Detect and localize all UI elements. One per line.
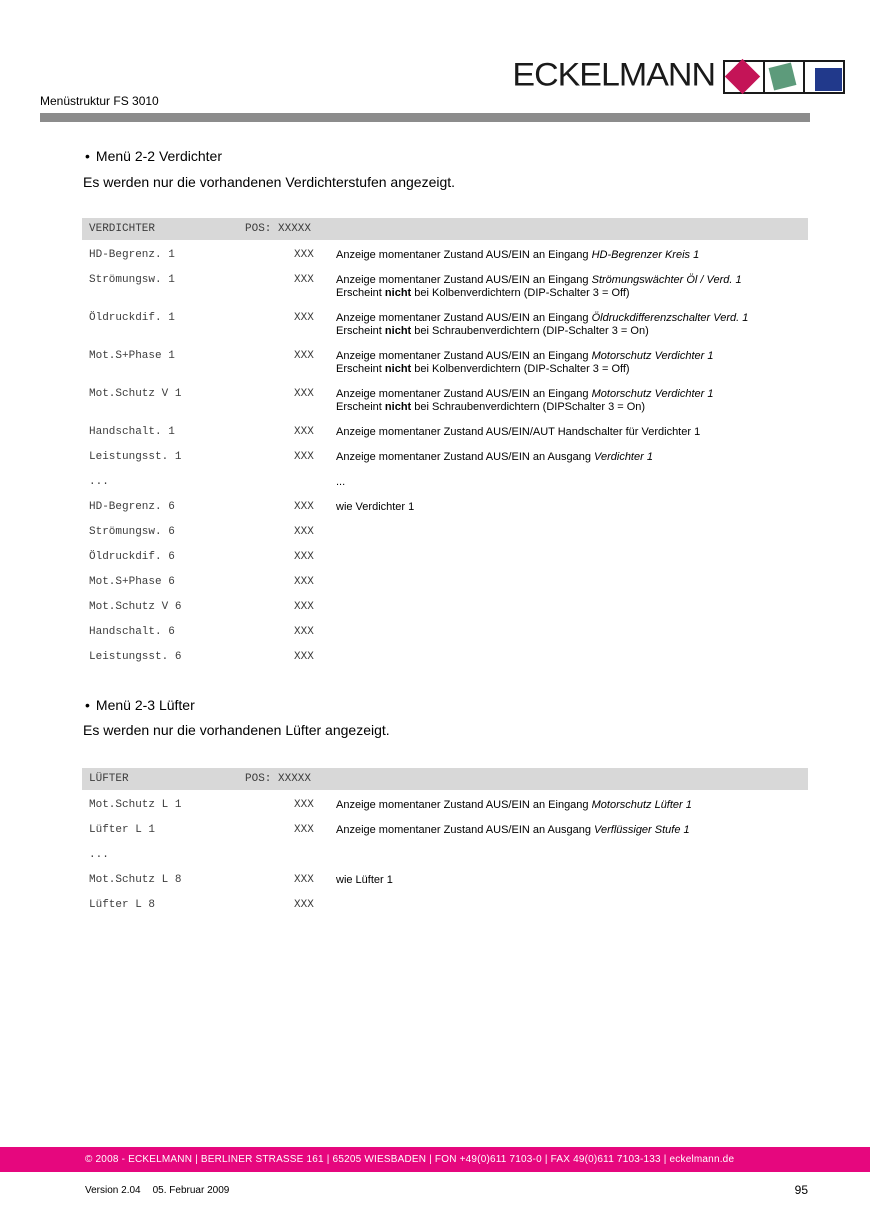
table-row bbox=[82, 476, 808, 489]
row-value: XXX bbox=[294, 576, 314, 588]
row-label: Mot.Schutz V 6 bbox=[89, 601, 182, 613]
row-value: XXX bbox=[294, 874, 314, 886]
table-row bbox=[82, 849, 808, 862]
row-label: Strömungsw. 6 bbox=[89, 526, 175, 538]
table-row bbox=[82, 350, 808, 376]
luefter-table-header bbox=[82, 768, 808, 790]
row-value: XXX bbox=[294, 899, 314, 911]
row-label: Öldruckdif. 6 bbox=[89, 551, 175, 563]
row-description: Anzeige momentaner Zustand AUS/EIN an Ausgang Verdichter 1 bbox=[336, 451, 653, 463]
table-row bbox=[82, 551, 808, 564]
table-row bbox=[82, 601, 808, 614]
page-header-title: Menüstruktur FS 3010 bbox=[40, 94, 159, 108]
table-row bbox=[82, 426, 808, 439]
table-row bbox=[82, 651, 808, 664]
row-label: Leistungsst. 1 bbox=[89, 451, 182, 463]
table-row bbox=[82, 526, 808, 539]
table-header-name: LÜFTER bbox=[89, 773, 129, 785]
verdichter-table-rows bbox=[82, 240, 808, 664]
eckelmann-logo-mark bbox=[723, 60, 845, 90]
row-value: XXX bbox=[294, 388, 314, 400]
table-row bbox=[82, 899, 808, 912]
row-description: wie Lüfter 1 bbox=[336, 874, 393, 886]
green-square-icon bbox=[769, 63, 797, 91]
row-label: Leistungsst. 6 bbox=[89, 651, 182, 663]
row-description: Anzeige momentaner Zustand AUS/EIN an Eingang HD-Begrenzer Kreis 1 bbox=[336, 249, 700, 261]
table-row bbox=[82, 249, 808, 262]
row-description: Anzeige momentaner Zustand AUS/EIN an Eingang Motorschutz Lüfter 1 bbox=[336, 799, 692, 811]
table-row bbox=[82, 388, 808, 414]
row-description: Anzeige momentaner Zustand AUS/EIN an Eingang Motorschutz Verdichter 1 Erscheint nicht bei Schraubenverdichtern (DIPSchalter 3 = On) bbox=[336, 388, 714, 413]
row-label: Handschalt. 1 bbox=[89, 426, 175, 438]
table-row bbox=[82, 626, 808, 639]
row-label: HD-Begrenz. 1 bbox=[89, 249, 175, 261]
row-value: XXX bbox=[294, 426, 314, 438]
row-value: XXX bbox=[294, 451, 314, 463]
row-label: Mot.Schutz V 1 bbox=[89, 388, 182, 400]
table-header-name: VERDICHTER bbox=[89, 223, 156, 235]
row-value: XXX bbox=[294, 626, 314, 638]
table-row bbox=[82, 501, 808, 514]
row-label: Mot.S+Phase 6 bbox=[89, 576, 175, 588]
row-description: Anzeige momentaner Zustand AUS/EIN an Eingang Strömungswächter Öl / Verd. 1 Erscheint nicht bei Kolbenverdichtern (DIP-Schalter 3 = Off) bbox=[336, 274, 742, 299]
bullet-icon: • bbox=[85, 148, 90, 164]
row-label: Öldruckdif. 1 bbox=[89, 312, 175, 324]
row-value: XXX bbox=[294, 274, 314, 286]
verdichter-table bbox=[82, 218, 808, 676]
bullet-icon: • bbox=[85, 697, 90, 713]
section-title-menu-2-3 bbox=[85, 697, 195, 713]
row-label: HD-Begrenz. 6 bbox=[89, 501, 175, 513]
row-value: XXX bbox=[294, 824, 314, 836]
row-description: ... bbox=[336, 476, 346, 488]
footer-version: Version 2.04 bbox=[85, 1185, 141, 1196]
section-title-text: Menü 2-2 Verdichter bbox=[95, 148, 222, 164]
row-value: XXX bbox=[294, 551, 314, 563]
row-value: XXX bbox=[294, 651, 314, 663]
section-intro-menu-2-3: Es werden nur die vorhandenen Lüfter angezeigt. bbox=[83, 722, 390, 738]
section-intro-menu-2-2: Es werden nur die vorhandenen Verdichterstufen angezeigt. bbox=[83, 174, 456, 190]
row-value: XXX bbox=[294, 350, 314, 362]
row-label: ... bbox=[89, 476, 109, 488]
luefter-table bbox=[82, 768, 808, 924]
row-value: XXX bbox=[294, 526, 314, 538]
verdichter-table-header bbox=[82, 218, 808, 240]
row-value: XXX bbox=[294, 249, 314, 261]
row-value: XXX bbox=[294, 501, 314, 513]
table-row bbox=[82, 274, 808, 300]
magenta-diamond-icon bbox=[725, 59, 760, 94]
footer-date: 05. Februar 2009 bbox=[152, 1185, 230, 1196]
row-value: XXX bbox=[294, 601, 314, 613]
table-row bbox=[82, 576, 808, 589]
row-description: Anzeige momentaner Zustand AUS/EIN an Eingang Öldruckdifferenzschalter Verd. 1 Erscheint nicht bei Schraubenverdichtern (DIP-Schalter 3 = On) bbox=[336, 312, 749, 337]
row-value: XXX bbox=[294, 312, 314, 324]
row-label: Mot.Schutz L 1 bbox=[89, 799, 182, 811]
table-row bbox=[82, 799, 808, 812]
row-label: Lüfter L 1 bbox=[89, 824, 156, 836]
footer-version-line bbox=[85, 1185, 229, 1196]
eckelmann-wordmark: ECKELMANN bbox=[512, 56, 715, 93]
logo-box-blue bbox=[804, 60, 845, 94]
eckelmann-logo bbox=[512, 55, 845, 95]
luefter-table-rows bbox=[82, 790, 808, 912]
section-title-text: Menü 2-3 Lüfter bbox=[95, 697, 195, 713]
row-description: Anzeige momentaner Zustand AUS/EIN an Ausgang Verflüssiger Stufe 1 bbox=[336, 824, 690, 836]
table-header-pos: POS: XXXXX bbox=[245, 223, 312, 235]
header-divider-bar bbox=[40, 113, 810, 122]
footer-address-bar bbox=[0, 1147, 870, 1172]
section-title-menu-2-2 bbox=[85, 148, 222, 164]
row-label: Strömungsw. 1 bbox=[89, 274, 175, 286]
page-number: 95 bbox=[794, 1183, 808, 1197]
row-label: Mot.S+Phase 1 bbox=[89, 350, 175, 362]
row-label: Lüfter L 8 bbox=[89, 899, 156, 911]
table-row bbox=[82, 874, 808, 887]
row-description: Anzeige momentaner Zustand AUS/EIN an Eingang Motorschutz Verdichter 1 Erscheint nicht bei Kolbenverdichtern (DIP-Schalter 3 = Off) bbox=[336, 350, 714, 375]
row-value: XXX bbox=[294, 799, 314, 811]
table-header-pos: POS: XXXXX bbox=[245, 773, 312, 785]
row-description: Anzeige momentaner Zustand AUS/EIN/AUT Handschalter für Verdichter 1 bbox=[336, 426, 701, 438]
footer-address-text: © 2008 - ECKELMANN | BERLINER STRASSE 161 | 65205 WIESBADEN | FON +49(0)611 7103-0 | FAX 49(0)611 7103-133 | eckelmann.de bbox=[85, 1154, 735, 1165]
table-row bbox=[82, 824, 808, 837]
row-label: ... bbox=[89, 849, 109, 861]
table-row bbox=[82, 312, 808, 338]
blue-square-icon bbox=[815, 68, 842, 91]
table-row bbox=[82, 451, 808, 464]
logo-box-magenta bbox=[723, 60, 764, 94]
row-label: Handschalt. 6 bbox=[89, 626, 175, 638]
logo-box-green bbox=[764, 60, 804, 94]
row-label: Mot.Schutz L 8 bbox=[89, 874, 182, 886]
row-description: wie Verdichter 1 bbox=[336, 501, 415, 513]
